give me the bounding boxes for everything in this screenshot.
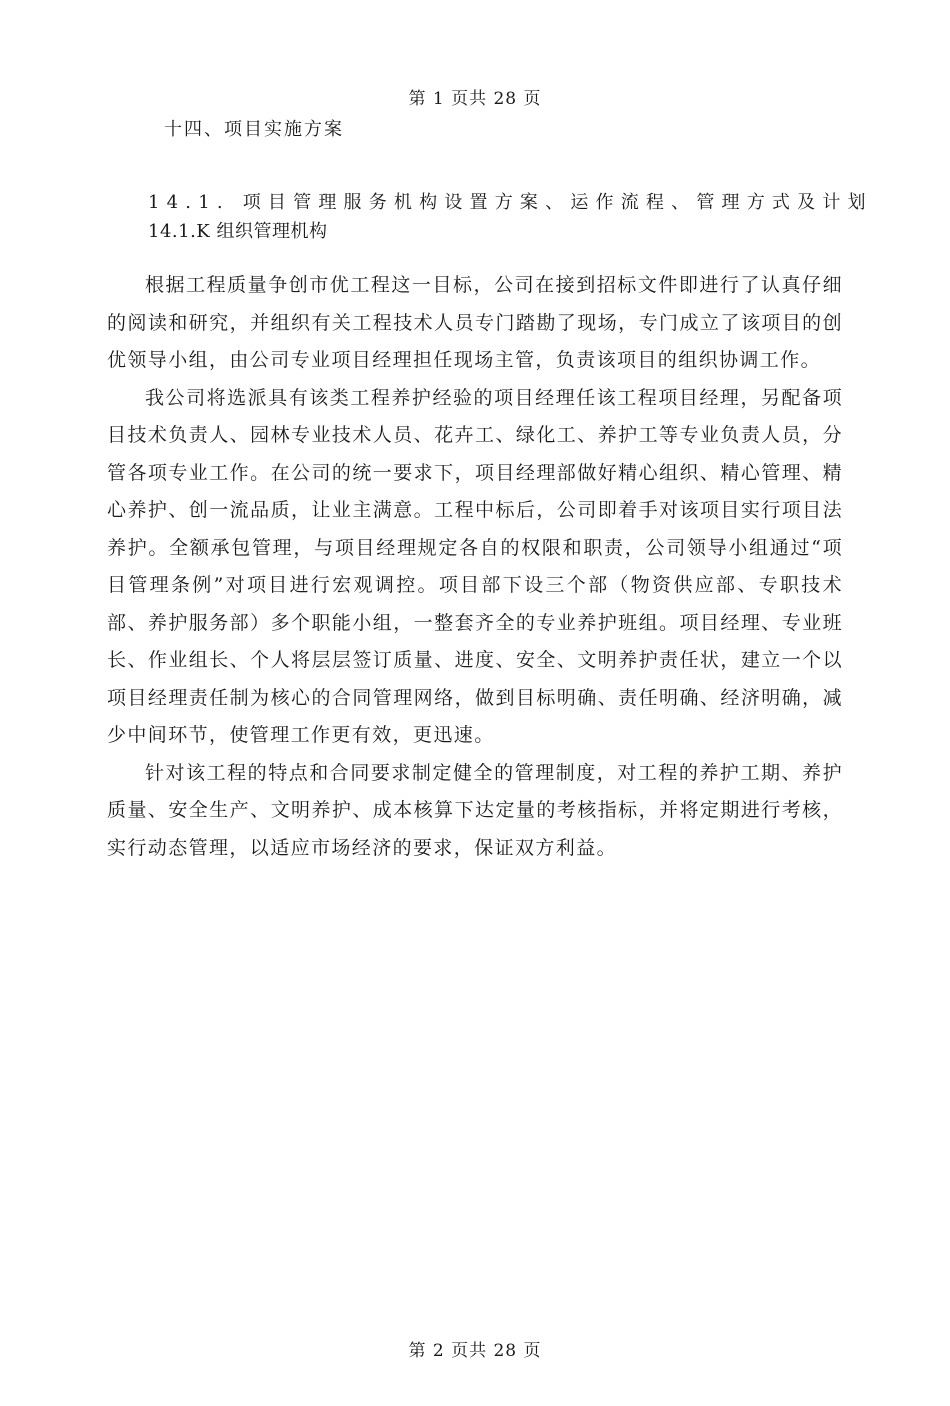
subheading-14-1: 14.1. 项目管理服务机构设置方案、运作流程、管理方式及计划	[148, 192, 873, 213]
paragraph-1: 根据工程质量争创市优工程这一目标，公司在接到招标文件即进行了认真仔细的阅读和研究，并组织有关工程技术人员专门踏勘了现场，专门成立了该项目的创优领导小组，由公司专业项目经理担任现场主管，负责该项目的组织协调工作。	[107, 274, 843, 371]
page-header: 第 1 页共 28 页	[408, 89, 542, 109]
subheading-14-1-k: 14.1.K 组织管理机构	[148, 221, 328, 242]
section-title: 十四、项目实施方案	[164, 119, 344, 140]
paragraph-2: 我公司将选派具有该类工程养护经验的项目经理任该工程项目经理，另配备项目技术负责人、园林专业技术人员、花卉工、绿化工、养护工等专业负责人员，分管各项专业工作。在公司的统一要求下，项目经理部做好精心组织、精心管理、精心养护、创一流品质，让业主满意。工程中标后，公司即着手对该项目实行项目法养护。全额承包管理，与项目经理规定各自的权限和职责，公司领导小组通过“项目管理条例”对项目进行宏观调控。项目部下设三个部（物资供应部、专职技术部、养护服务部）多个职能小组，一整套齐全的专业养护班组。项目经理、专业班长、作业组长、个人将层层签订质量、进度、安全、文明养护责任状，建立一个以项目经理责任制为核心的合同管理网络，做到目标明确、责任明确、经济明确，减少中间环节，使管理工作更有效，更迅速。	[107, 386, 843, 746]
paragraph-3: 针对该工程的特点和合同要求制定健全的管理制度，对工程的养护工期、养护质量、安全生产、文明养护、成本核算下达定量的考核指标，并将定期进行考核，实行动态管理，以适应市场经济的要求，保证双方利益。	[107, 761, 843, 859]
body-text	[107, 267, 843, 867]
page-footer: 第 2 页共 28 页	[408, 1341, 542, 1361]
